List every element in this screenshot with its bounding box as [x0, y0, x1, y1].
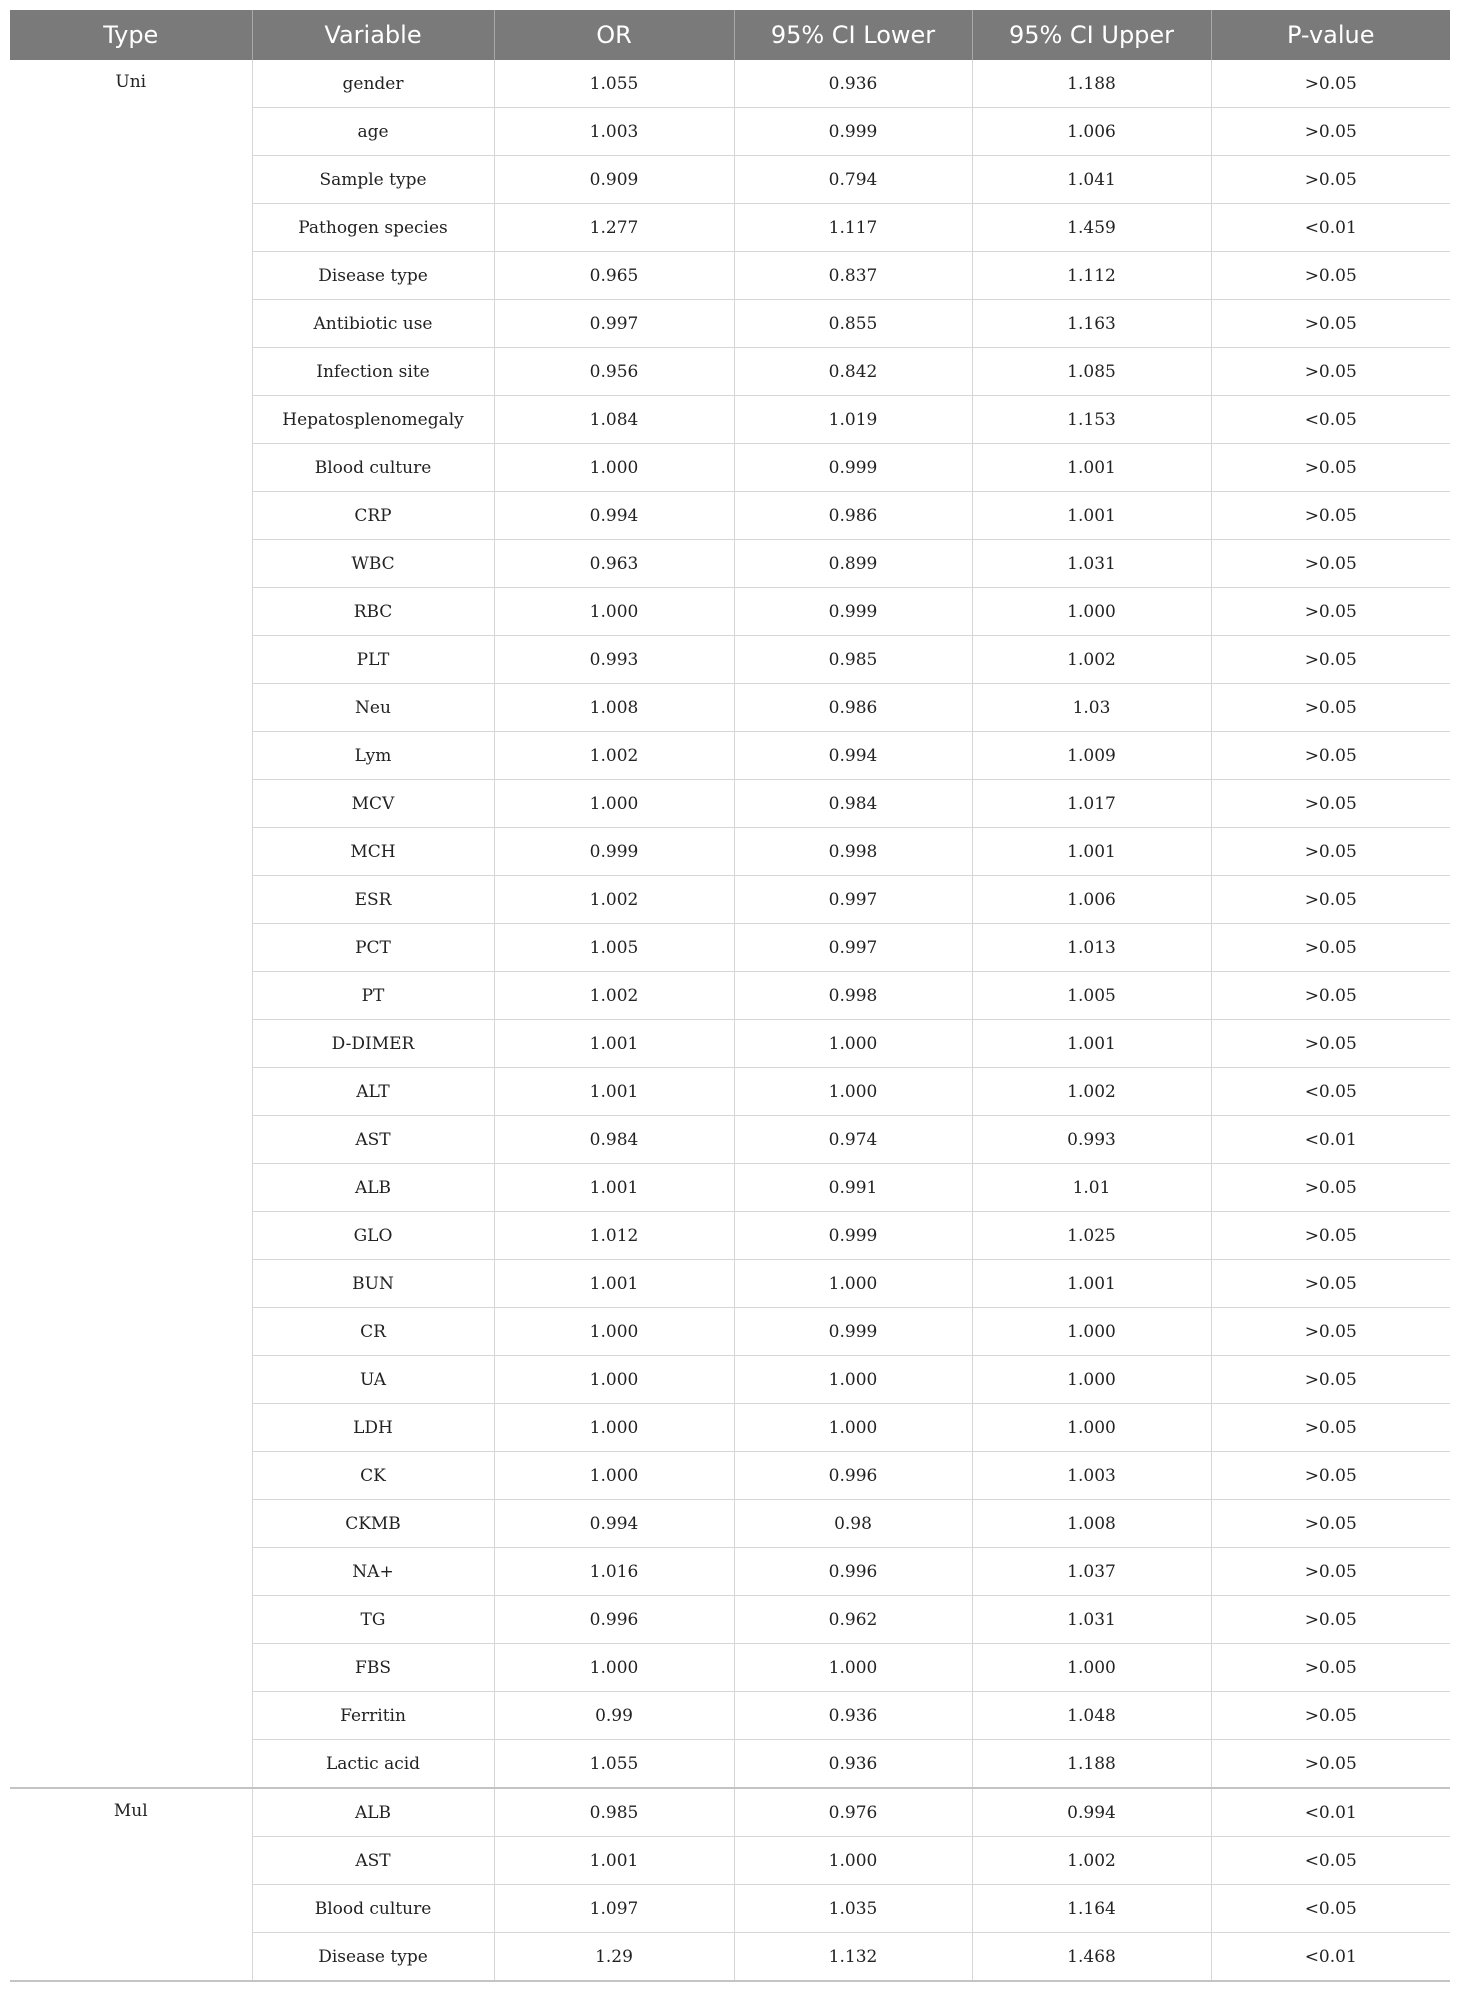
p-value-cell: >0.05	[1211, 108, 1450, 156]
or-cell: 0.909	[494, 156, 734, 204]
ci-lower-cell: 0.855	[734, 300, 972, 348]
ci-upper-cell: 1.031	[972, 540, 1211, 588]
variable-cell: MCV	[252, 780, 494, 828]
or-cell: 1.000	[494, 1308, 734, 1356]
ci-lower-cell: 0.936	[734, 60, 972, 108]
ci-lower-cell: 0.842	[734, 348, 972, 396]
or-cell: 1.016	[494, 1548, 734, 1596]
p-value-cell: <0.01	[1211, 204, 1450, 252]
p-value-cell: >0.05	[1211, 1356, 1450, 1404]
ci-lower-cell: 1.019	[734, 396, 972, 444]
ci-upper-cell: 1.188	[972, 1740, 1211, 1789]
p-value-cell: >0.05	[1211, 1404, 1450, 1452]
p-value-cell: <0.01	[1211, 1788, 1450, 1837]
ci-upper-cell: 1.013	[972, 924, 1211, 972]
ci-upper-cell: 1.001	[972, 1260, 1211, 1308]
ci-upper-cell: 1.006	[972, 108, 1211, 156]
or-cell: 0.965	[494, 252, 734, 300]
ci-lower-cell: 0.976	[734, 1788, 972, 1837]
column-header-variable: Variable	[252, 10, 494, 60]
ci-upper-cell: 1.000	[972, 1356, 1211, 1404]
or-cell: 1.000	[494, 444, 734, 492]
or-cell: 1.002	[494, 732, 734, 780]
or-cell: 1.001	[494, 1020, 734, 1068]
ci-upper-cell: 1.006	[972, 876, 1211, 924]
variable-cell: TG	[252, 1596, 494, 1644]
variable-cell: ALB	[252, 1164, 494, 1212]
or-cell: 0.993	[494, 636, 734, 684]
ci-lower-cell: 0.997	[734, 924, 972, 972]
variable-cell: CK	[252, 1452, 494, 1500]
ci-lower-cell: 0.962	[734, 1596, 972, 1644]
column-header-type: Type	[10, 10, 252, 60]
p-value-cell: >0.05	[1211, 1596, 1450, 1644]
p-value-cell: >0.05	[1211, 1260, 1450, 1308]
ci-lower-cell: 1.132	[734, 1933, 972, 1982]
p-value-cell: >0.05	[1211, 972, 1450, 1020]
ci-lower-cell: 0.98	[734, 1500, 972, 1548]
p-value-cell: >0.05	[1211, 1020, 1450, 1068]
ci-lower-cell: 0.991	[734, 1164, 972, 1212]
or-cell: 1.005	[494, 924, 734, 972]
ci-lower-cell: 0.996	[734, 1452, 972, 1500]
p-value-cell: >0.05	[1211, 60, 1450, 108]
ci-lower-cell: 0.899	[734, 540, 972, 588]
or-cell: 1.001	[494, 1260, 734, 1308]
or-cell: 1.003	[494, 108, 734, 156]
column-header-or: OR	[494, 10, 734, 60]
or-cell: 1.29	[494, 1933, 734, 1982]
variable-cell: Blood culture	[252, 444, 494, 492]
p-value-cell: >0.05	[1211, 588, 1450, 636]
or-cell: 0.994	[494, 1500, 734, 1548]
p-value-cell: >0.05	[1211, 1548, 1450, 1596]
variable-cell: age	[252, 108, 494, 156]
ci-upper-cell: 1.002	[972, 1068, 1211, 1116]
ci-lower-cell: 0.997	[734, 876, 972, 924]
variable-cell: Neu	[252, 684, 494, 732]
p-value-cell: <0.05	[1211, 1068, 1450, 1116]
ci-upper-cell: 1.037	[972, 1548, 1211, 1596]
ci-upper-cell: 1.153	[972, 396, 1211, 444]
ci-upper-cell: 1.085	[972, 348, 1211, 396]
variable-cell: FBS	[252, 1644, 494, 1692]
ci-lower-cell: 1.000	[734, 1837, 972, 1885]
ci-lower-cell: 1.000	[734, 1404, 972, 1452]
variable-cell: CR	[252, 1308, 494, 1356]
or-cell: 1.012	[494, 1212, 734, 1260]
ci-lower-cell: 0.999	[734, 444, 972, 492]
ci-upper-cell: 1.001	[972, 444, 1211, 492]
ci-lower-cell: 0.985	[734, 636, 972, 684]
p-value-cell: >0.05	[1211, 156, 1450, 204]
variable-cell: CRP	[252, 492, 494, 540]
table-row	[10, 1788, 1450, 1837]
or-cell: 1.001	[494, 1837, 734, 1885]
ci-upper-cell: 1.025	[972, 1212, 1211, 1260]
p-value-cell: >0.05	[1211, 684, 1450, 732]
or-cell: 0.996	[494, 1596, 734, 1644]
variable-cell: Hepatosplenomegaly	[252, 396, 494, 444]
or-cell: 0.963	[494, 540, 734, 588]
ci-upper-cell: 1.017	[972, 780, 1211, 828]
ci-upper-cell: 1.000	[972, 1644, 1211, 1692]
variable-cell: ESR	[252, 876, 494, 924]
ci-upper-cell: 1.002	[972, 1837, 1211, 1885]
table-body	[10, 60, 1450, 1981]
results-table-container	[10, 10, 1450, 1982]
ci-upper-cell: 1.112	[972, 252, 1211, 300]
ci-upper-cell: 1.000	[972, 588, 1211, 636]
ci-lower-cell: 0.984	[734, 780, 972, 828]
or-cell: 1.055	[494, 60, 734, 108]
p-value-cell: <0.05	[1211, 1885, 1450, 1933]
p-value-cell: >0.05	[1211, 1692, 1450, 1740]
variable-cell: WBC	[252, 540, 494, 588]
ci-lower-cell: 1.000	[734, 1260, 972, 1308]
ci-upper-cell: 1.03	[972, 684, 1211, 732]
p-value-cell: >0.05	[1211, 1164, 1450, 1212]
ci-lower-cell: 1.000	[734, 1020, 972, 1068]
variable-cell: AST	[252, 1837, 494, 1885]
or-cell: 0.956	[494, 348, 734, 396]
ci-lower-cell: 0.794	[734, 156, 972, 204]
regression-results-table	[10, 10, 1450, 1982]
ci-upper-cell: 1.041	[972, 156, 1211, 204]
column-header-ci-upper: 95% CI Upper	[972, 10, 1211, 60]
ci-lower-cell: 0.999	[734, 108, 972, 156]
variable-cell: CKMB	[252, 1500, 494, 1548]
ci-upper-cell: 1.003	[972, 1452, 1211, 1500]
variable-cell: AST	[252, 1116, 494, 1164]
p-value-cell: >0.05	[1211, 924, 1450, 972]
ci-upper-cell: 1.001	[972, 1020, 1211, 1068]
variable-cell: Disease type	[252, 252, 494, 300]
ci-upper-cell: 1.188	[972, 60, 1211, 108]
or-cell: 1.000	[494, 1356, 734, 1404]
variable-cell: ALB	[252, 1788, 494, 1837]
ci-upper-cell: 1.048	[972, 1692, 1211, 1740]
column-header-p-value: P-value	[1211, 10, 1450, 60]
p-value-cell: >0.05	[1211, 780, 1450, 828]
header-row	[10, 10, 1450, 60]
p-value-cell: >0.05	[1211, 876, 1450, 924]
variable-cell: Infection site	[252, 348, 494, 396]
variable-cell: GLO	[252, 1212, 494, 1260]
variable-cell: Pathogen species	[252, 204, 494, 252]
variable-cell: Lym	[252, 732, 494, 780]
variable-cell: gender	[252, 60, 494, 108]
variable-cell: PCT	[252, 924, 494, 972]
p-value-cell: >0.05	[1211, 732, 1450, 780]
table-row	[10, 60, 1450, 108]
p-value-cell: >0.05	[1211, 828, 1450, 876]
or-cell: 1.000	[494, 1452, 734, 1500]
or-cell: 1.000	[494, 1404, 734, 1452]
p-value-cell: <0.05	[1211, 1837, 1450, 1885]
p-value-cell: >0.05	[1211, 1212, 1450, 1260]
ci-lower-cell: 1.000	[734, 1068, 972, 1116]
or-cell: 0.994	[494, 492, 734, 540]
variable-cell: BUN	[252, 1260, 494, 1308]
or-cell: 1.000	[494, 588, 734, 636]
ci-upper-cell: 1.000	[972, 1404, 1211, 1452]
ci-lower-cell: 0.936	[734, 1692, 972, 1740]
ci-upper-cell: 1.468	[972, 1933, 1211, 1982]
p-value-cell: >0.05	[1211, 252, 1450, 300]
or-cell: 1.000	[494, 1644, 734, 1692]
ci-lower-cell: 0.986	[734, 684, 972, 732]
ci-upper-cell: 1.031	[972, 1596, 1211, 1644]
or-cell: 1.055	[494, 1740, 734, 1789]
or-cell: 0.999	[494, 828, 734, 876]
column-header-ci-lower: 95% CI Lower	[734, 10, 972, 60]
p-value-cell: <0.01	[1211, 1116, 1450, 1164]
ci-upper-cell: 1.163	[972, 300, 1211, 348]
variable-cell: Lactic acid	[252, 1740, 494, 1789]
variable-cell: PT	[252, 972, 494, 1020]
variable-cell: NA+	[252, 1548, 494, 1596]
ci-lower-cell: 0.986	[734, 492, 972, 540]
ci-lower-cell: 1.117	[734, 204, 972, 252]
or-cell: 1.097	[494, 1885, 734, 1933]
p-value-cell: >0.05	[1211, 348, 1450, 396]
ci-upper-cell: 1.000	[972, 1308, 1211, 1356]
variable-cell: RBC	[252, 588, 494, 636]
ci-upper-cell: 1.002	[972, 636, 1211, 684]
ci-upper-cell: 1.001	[972, 828, 1211, 876]
ci-upper-cell: 1.005	[972, 972, 1211, 1020]
p-value-cell: >0.05	[1211, 636, 1450, 684]
or-cell: 1.277	[494, 204, 734, 252]
or-cell: 0.99	[494, 1692, 734, 1740]
variable-cell: Ferritin	[252, 1692, 494, 1740]
ci-lower-cell: 0.974	[734, 1116, 972, 1164]
p-value-cell: >0.05	[1211, 444, 1450, 492]
ci-upper-cell: 1.009	[972, 732, 1211, 780]
p-value-cell: >0.05	[1211, 540, 1450, 588]
ci-lower-cell: 1.000	[734, 1356, 972, 1404]
variable-cell: Sample type	[252, 156, 494, 204]
p-value-cell: <0.05	[1211, 396, 1450, 444]
variable-cell: PLT	[252, 636, 494, 684]
ci-upper-cell: 0.993	[972, 1116, 1211, 1164]
variable-cell: Disease type	[252, 1933, 494, 1982]
variable-cell: MCH	[252, 828, 494, 876]
ci-lower-cell: 0.994	[734, 732, 972, 780]
p-value-cell: >0.05	[1211, 1500, 1450, 1548]
ci-lower-cell: 0.998	[734, 828, 972, 876]
variable-cell: ALT	[252, 1068, 494, 1116]
or-cell: 1.084	[494, 396, 734, 444]
table-header	[10, 10, 1450, 60]
or-cell: 0.984	[494, 1116, 734, 1164]
variable-cell: Blood culture	[252, 1885, 494, 1933]
p-value-cell: >0.05	[1211, 1644, 1450, 1692]
ci-upper-cell: 1.01	[972, 1164, 1211, 1212]
or-cell: 1.001	[494, 1068, 734, 1116]
or-cell: 1.001	[494, 1164, 734, 1212]
ci-lower-cell: 0.999	[734, 1212, 972, 1260]
or-cell: 1.000	[494, 780, 734, 828]
or-cell: 0.997	[494, 300, 734, 348]
ci-upper-cell: 1.008	[972, 1500, 1211, 1548]
variable-cell: LDH	[252, 1404, 494, 1452]
ci-upper-cell: 0.994	[972, 1788, 1211, 1837]
p-value-cell: >0.05	[1211, 1308, 1450, 1356]
type-cell: Mul	[10, 1788, 252, 1981]
or-cell: 1.002	[494, 972, 734, 1020]
ci-lower-cell: 0.837	[734, 252, 972, 300]
variable-cell: D-DIMER	[252, 1020, 494, 1068]
ci-upper-cell: 1.164	[972, 1885, 1211, 1933]
ci-lower-cell: 0.998	[734, 972, 972, 1020]
p-value-cell: >0.05	[1211, 300, 1450, 348]
variable-cell: Antibiotic use	[252, 300, 494, 348]
ci-lower-cell: 0.999	[734, 588, 972, 636]
p-value-cell: >0.05	[1211, 1452, 1450, 1500]
ci-lower-cell: 1.000	[734, 1644, 972, 1692]
type-cell: Uni	[10, 60, 252, 1788]
p-value-cell: >0.05	[1211, 1740, 1450, 1789]
p-value-cell: <0.01	[1211, 1933, 1450, 1982]
ci-lower-cell: 0.996	[734, 1548, 972, 1596]
ci-lower-cell: 1.035	[734, 1885, 972, 1933]
ci-lower-cell: 0.936	[734, 1740, 972, 1789]
ci-upper-cell: 1.459	[972, 204, 1211, 252]
or-cell: 0.985	[494, 1788, 734, 1837]
p-value-cell: >0.05	[1211, 492, 1450, 540]
ci-lower-cell: 0.999	[734, 1308, 972, 1356]
or-cell: 1.008	[494, 684, 734, 732]
or-cell: 1.002	[494, 876, 734, 924]
ci-upper-cell: 1.001	[972, 492, 1211, 540]
variable-cell: UA	[252, 1356, 494, 1404]
